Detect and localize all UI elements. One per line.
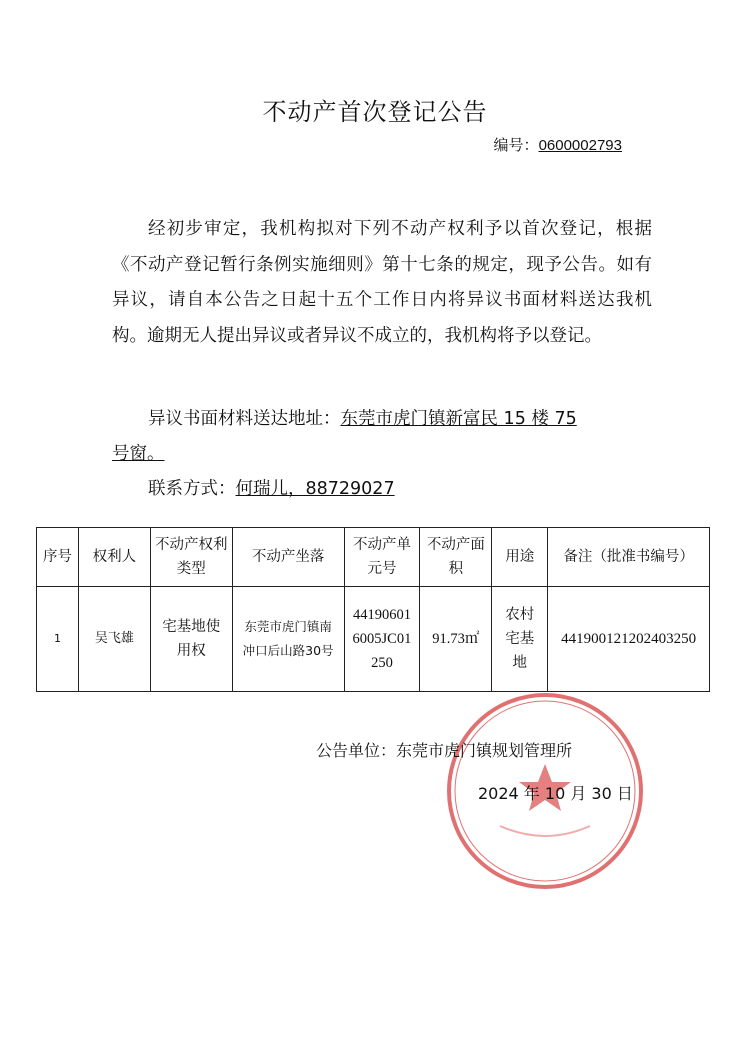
table-cell: 农村宅基地 — [492, 587, 548, 692]
objection-address-label: 异议书面材料送达地址： — [148, 409, 341, 429]
document-number-value: 0600002793 — [538, 137, 622, 154]
table-cell: 1 — [37, 587, 79, 692]
header-cell: 权利人 — [78, 528, 150, 587]
header-cell: 不动产面积 — [420, 528, 492, 587]
document-number — [494, 134, 622, 155]
objection-address — [148, 402, 648, 438]
header-cell: 用途 — [492, 528, 548, 587]
contact-info — [148, 472, 395, 508]
header-cell: 备注（批准书编号） — [548, 528, 710, 587]
table-cell: 东莞市虎门镇南冲口后山路30号 — [232, 587, 344, 692]
objection-address-value-2: 号窗。 — [112, 444, 165, 464]
table-row — [37, 587, 710, 692]
header-cell: 序号 — [37, 528, 79, 587]
registration-table — [36, 527, 710, 692]
header-cell: 不动产坐落 — [232, 528, 344, 587]
contact-value: 何瑞儿，88729027 — [235, 479, 395, 499]
table-header-row — [37, 528, 710, 587]
table-cell: 91.73㎡ — [420, 587, 492, 692]
table-cell: 441906016005JC01250 — [344, 587, 420, 692]
contact-label: 联系方式： — [148, 479, 236, 499]
page-title: 不动产首次登记公告 — [262, 98, 488, 126]
objection-address-value: 东莞市虎门镇新富民 15 楼 75 — [340, 409, 577, 429]
header-cell: 不动产单元号 — [344, 528, 420, 587]
objection-address-continued — [112, 437, 165, 473]
header-cell: 不动产权利类型 — [150, 528, 232, 587]
document-number-label: 编号： — [493, 136, 539, 154]
table-cell: 441900121202403250 — [548, 587, 710, 692]
issuer-signature: 公告单位：东莞市虎门镇规划管理所 — [316, 741, 573, 760]
table-cell: 宅基地使用权 — [150, 587, 232, 692]
announcement-paragraph: 经初步审定，我机构拟对下列不动产权利予以首次登记，根据《不动产登记暂行条例实施细则》第十七条的规定，现予公告。如有异议，请自本公告之日起十五个工作日内将异议书面材料送达我机构。逾期无人提出异议或者异议不成立的，我机构将予以登记。 — [112, 219, 652, 346]
issue-date: 2024 年 10 月 30 日 — [478, 784, 633, 803]
table-cell: 吴飞雄 — [78, 587, 150, 692]
